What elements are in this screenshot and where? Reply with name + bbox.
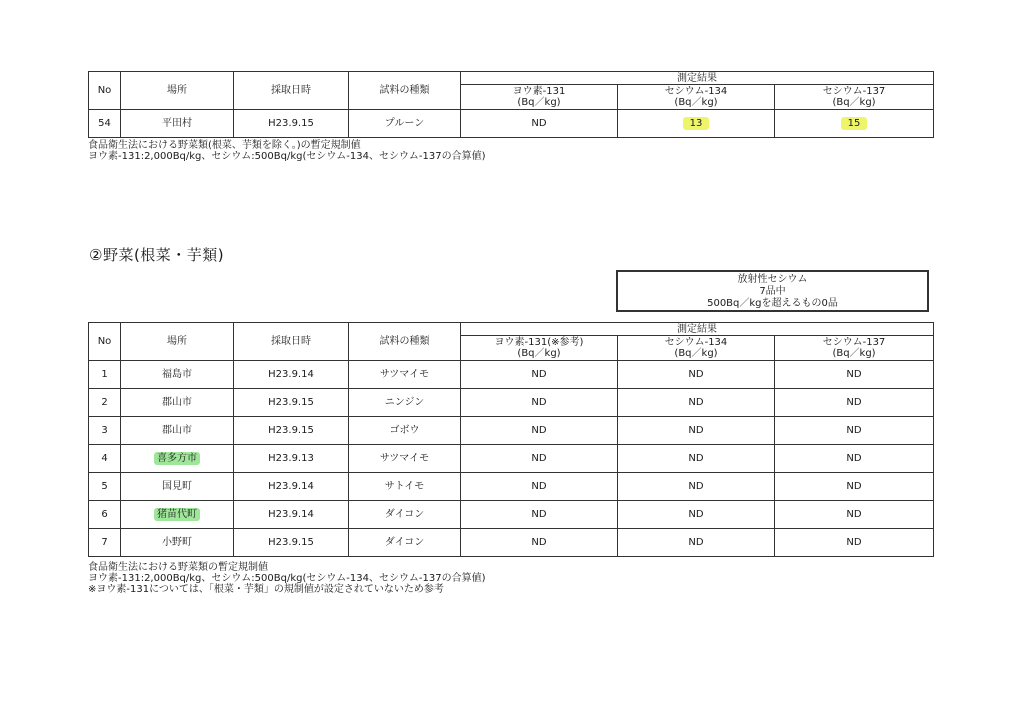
table1-notes bbox=[88, 140, 485, 162]
cell-sample: ニンジン bbox=[349, 389, 461, 417]
cell-sample: サツマイモ bbox=[349, 361, 461, 389]
cell-cs137: ND bbox=[775, 417, 934, 445]
cell-sample: ダイコン bbox=[349, 501, 461, 529]
note-line: ヨウ素-131:2,000Bq/kg、セシウム:500Bq/kg(セシウム-134、セシウム-137の合算値) bbox=[88, 573, 486, 584]
cell-sample: サトイモ bbox=[349, 473, 461, 501]
cell-place: 小野町 bbox=[121, 529, 234, 557]
header-no: No bbox=[89, 323, 121, 361]
cell-date: H23.9.15 bbox=[234, 110, 349, 138]
cell-no: 54 bbox=[89, 110, 121, 138]
cell-place bbox=[121, 445, 234, 473]
note-line: ヨウ素-131:2,000Bq/kg、セシウム:500Bq/kg(セシウム-134、セシウム-137の合算値) bbox=[88, 151, 486, 162]
cell-no: 7 bbox=[89, 529, 121, 557]
header-cs134-label: セシウム-134 bbox=[664, 86, 728, 97]
results-table-2 bbox=[88, 322, 934, 557]
cell-cs134: ND bbox=[618, 529, 775, 557]
cell-no: 3 bbox=[89, 417, 121, 445]
cell-no: 2 bbox=[89, 389, 121, 417]
summary-box bbox=[616, 270, 929, 312]
cell-place: 国見町 bbox=[121, 473, 234, 501]
header-unit: (Bq／kg) bbox=[517, 97, 561, 108]
header-unit: (Bq／kg) bbox=[832, 348, 876, 359]
table-row bbox=[89, 417, 934, 445]
cell-no: 4 bbox=[89, 445, 121, 473]
cell-date: H23.9.13 bbox=[234, 445, 349, 473]
highlighted-value: 13 bbox=[683, 117, 710, 130]
cell-i131: ND bbox=[461, 361, 618, 389]
header-sample: 試料の種類 bbox=[349, 72, 461, 110]
header-date: 採取日時 bbox=[234, 323, 349, 361]
cell-cs137: ND bbox=[775, 389, 934, 417]
cell-i131: ND bbox=[461, 473, 618, 501]
table-row bbox=[89, 389, 934, 417]
highlighted-value: 15 bbox=[841, 117, 868, 130]
cell-date: H23.9.14 bbox=[234, 473, 349, 501]
cell-cs137: ND bbox=[775, 529, 934, 557]
cell-i131: ND bbox=[461, 417, 618, 445]
header-cs137 bbox=[775, 336, 934, 361]
cell-cs137: ND bbox=[775, 361, 934, 389]
note-line: 食品衛生法における野菜類の暫定規制値 bbox=[88, 562, 268, 573]
cell-place: 福島市 bbox=[121, 361, 234, 389]
cell-date: H23.9.15 bbox=[234, 389, 349, 417]
header-date: 採取日時 bbox=[234, 72, 349, 110]
cell-place: 郡山市 bbox=[121, 417, 234, 445]
cell-date: H23.9.15 bbox=[234, 529, 349, 557]
header-place: 場所 bbox=[121, 323, 234, 361]
cell-cs134: ND bbox=[618, 389, 775, 417]
cell-cs137: ND bbox=[775, 445, 934, 473]
cell-i131: ND bbox=[461, 445, 618, 473]
table-row bbox=[89, 501, 934, 529]
table-row bbox=[89, 110, 934, 138]
cell-cs137 bbox=[775, 110, 934, 138]
highlighted-place: 喜多方市 bbox=[154, 452, 200, 465]
cell-cs137: ND bbox=[775, 473, 934, 501]
header-cs134 bbox=[618, 336, 775, 361]
cell-sample: ダイコン bbox=[349, 529, 461, 557]
cell-place: 郡山市 bbox=[121, 389, 234, 417]
table-row bbox=[89, 445, 934, 473]
cell-cs134: ND bbox=[618, 417, 775, 445]
header-sample: 試料の種類 bbox=[349, 323, 461, 361]
results-table-1 bbox=[88, 71, 934, 138]
cell-sample: サツマイモ bbox=[349, 445, 461, 473]
cell-cs134: ND bbox=[618, 501, 775, 529]
summary-line: 500Bq／kgを超えるもの0品 bbox=[707, 298, 838, 309]
table-row bbox=[89, 529, 934, 557]
header-no: No bbox=[89, 72, 121, 110]
cell-place bbox=[121, 501, 234, 529]
cell-i131: ND bbox=[461, 110, 618, 138]
cell-sample: ゴボウ bbox=[349, 417, 461, 445]
cell-i131: ND bbox=[461, 389, 618, 417]
summary-line: 7品中 bbox=[759, 286, 786, 297]
header-unit: (Bq／kg) bbox=[517, 348, 561, 359]
header-i131-label: ヨウ素-131(※参考) bbox=[494, 337, 584, 348]
cell-cs137: ND bbox=[775, 501, 934, 529]
table2-notes bbox=[88, 562, 485, 595]
header-cs137-label: セシウム-137 bbox=[822, 337, 886, 348]
header-place: 場所 bbox=[121, 72, 234, 110]
header-cs134 bbox=[618, 85, 775, 110]
note-line: 食品衛生法における野菜類(根菜、芋類を除く。)の暫定規制値 bbox=[88, 140, 361, 151]
cell-date: H23.9.15 bbox=[234, 417, 349, 445]
cell-date: H23.9.14 bbox=[234, 501, 349, 529]
note-line: ※ヨウ素-131については、「根菜・芋類」の規制値が設定されていないため参考 bbox=[88, 584, 444, 595]
section-title: ②野菜(根菜・芋類) bbox=[89, 246, 225, 264]
header-i131-label: ヨウ素-131 bbox=[512, 86, 566, 97]
cell-cs134: ND bbox=[618, 473, 775, 501]
cell-no: 1 bbox=[89, 361, 121, 389]
header-cs137-label: セシウム-137 bbox=[822, 86, 886, 97]
table-row bbox=[89, 473, 934, 501]
cell-cs134: ND bbox=[618, 445, 775, 473]
header-i131 bbox=[461, 85, 618, 110]
cell-cs134 bbox=[618, 110, 775, 138]
highlighted-place: 猪苗代町 bbox=[154, 508, 200, 521]
header-cs134-label: セシウム-134 bbox=[664, 337, 728, 348]
cell-i131: ND bbox=[461, 529, 618, 557]
summary-line: 放射性セシウム bbox=[737, 274, 808, 285]
header-i131 bbox=[461, 336, 618, 361]
header-cs137 bbox=[775, 85, 934, 110]
cell-sample: プルーン bbox=[349, 110, 461, 138]
cell-place: 平田村 bbox=[121, 110, 234, 138]
header-results: 測定結果 bbox=[461, 72, 934, 85]
table-row bbox=[89, 361, 934, 389]
cell-cs134: ND bbox=[618, 361, 775, 389]
header-unit: (Bq／kg) bbox=[832, 97, 876, 108]
header-unit: (Bq／kg) bbox=[674, 97, 718, 108]
header-results: 測定結果 bbox=[461, 323, 934, 336]
header-unit: (Bq／kg) bbox=[674, 348, 718, 359]
cell-i131: ND bbox=[461, 501, 618, 529]
cell-no: 5 bbox=[89, 473, 121, 501]
cell-no: 6 bbox=[89, 501, 121, 529]
cell-date: H23.9.14 bbox=[234, 361, 349, 389]
